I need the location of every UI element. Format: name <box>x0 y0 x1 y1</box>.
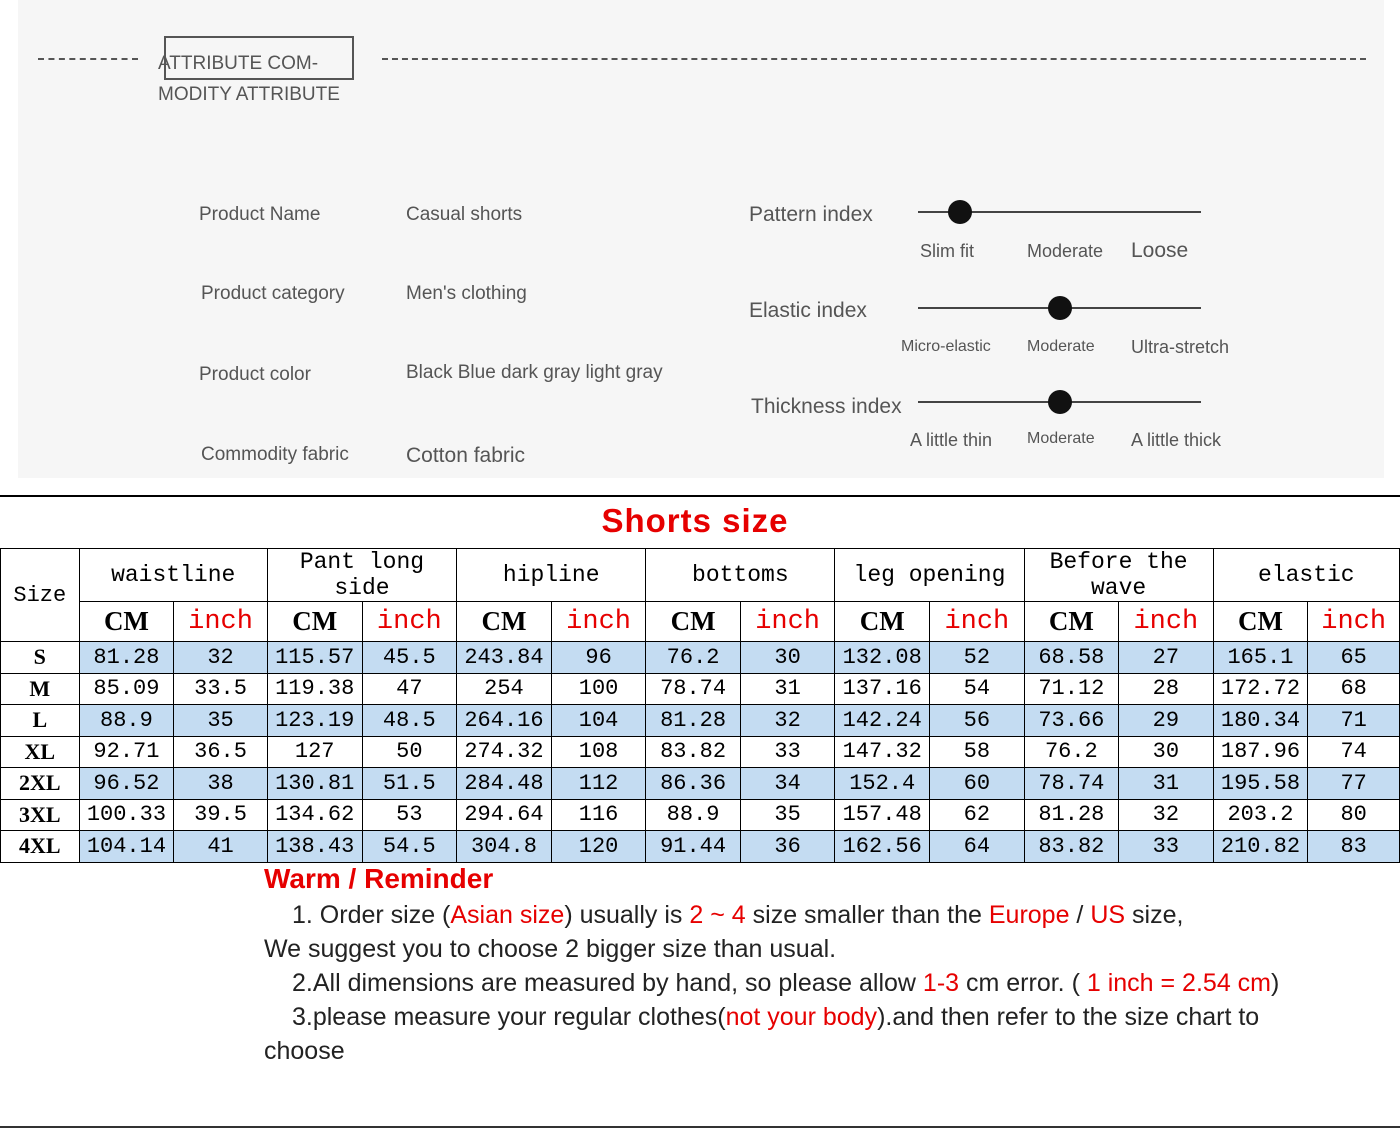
commodity-fabric-value: Cotton fabric <box>406 444 526 467</box>
unit-header-cm: CM <box>79 602 174 642</box>
size-cell: 3XL <box>1 799 80 831</box>
cm-value-cell: 71.12 <box>1024 673 1119 705</box>
inch-value-cell: 36 <box>740 831 835 863</box>
product-category-value: Men's clothing <box>406 283 527 304</box>
inch-value-cell: 71 <box>1308 705 1400 737</box>
inch-value-cell: 80 <box>1308 799 1400 831</box>
product-name-label: Product Name <box>199 204 321 225</box>
cm-value-cell: 243.84 <box>457 642 552 674</box>
table-row <box>1 736 1400 768</box>
cm-value-cell: 100.33 <box>79 799 174 831</box>
cm-value-cell: 210.82 <box>1213 831 1308 863</box>
product-color-value: Black Blue dark gray light gray <box>406 362 663 383</box>
cm-value-cell: 81.28 <box>79 642 174 674</box>
cm-value-cell: 132.08 <box>835 642 930 674</box>
unit-header-cm: CM <box>1213 602 1308 642</box>
inch-value-cell: 50 <box>362 736 457 768</box>
inch-value-cell: 35 <box>740 799 835 831</box>
cm-value-cell: 88.9 <box>646 799 741 831</box>
pattern-option-moderate: Moderate <box>1027 241 1104 261</box>
cm-value-cell: 264.16 <box>457 705 552 737</box>
unit-header-inch: inch <box>362 602 457 642</box>
cm-value-cell: 76.2 <box>1024 736 1119 768</box>
inch-value-cell: 45.5 <box>362 642 457 674</box>
inch-value-cell: 120 <box>551 831 646 863</box>
unit-header-cm: CM <box>835 602 930 642</box>
inch-value-cell: 28 <box>1119 673 1214 705</box>
thickness-index-knob <box>1048 390 1072 414</box>
inch-value-cell: 38 <box>174 768 268 800</box>
cm-value-cell: 86.36 <box>646 768 741 800</box>
size-cell: L <box>1 705 80 737</box>
cm-value-cell: 138.43 <box>267 831 362 863</box>
inch-value-cell: 64 <box>930 831 1025 863</box>
pattern-index-label: Pattern index <box>749 203 873 226</box>
inch-value-cell: 54 <box>930 673 1025 705</box>
cm-value-cell: 78.74 <box>646 673 741 705</box>
inch-value-cell: 30 <box>1119 736 1214 768</box>
cm-value-cell: 96.52 <box>79 768 174 800</box>
inch-value-cell: 41 <box>174 831 268 863</box>
inch-value-cell: 27 <box>1119 642 1214 674</box>
group-header-hipline: hipline <box>457 549 646 602</box>
cm-value-cell: 152.4 <box>835 768 930 800</box>
pattern-option-loose: Loose <box>1131 239 1189 262</box>
unit-header-cm: CM <box>646 602 741 642</box>
inch-value-cell: 83 <box>1308 831 1400 863</box>
cm-value-cell: 115.57 <box>267 642 362 674</box>
cm-value-cell: 304.8 <box>457 831 552 863</box>
reminder-line-3: 2.All dimensions are measured by hand, so please allow 1-3 cm error. ( 1 inch = 2.54 cm) <box>292 969 1280 997</box>
commodity-fabric-label: Commodity fabric <box>201 444 349 465</box>
inch-value-cell: 47 <box>362 673 457 705</box>
inch-value-cell: 56 <box>930 705 1025 737</box>
inch-value-cell: 31 <box>1119 768 1214 800</box>
pattern-option-slim: Slim fit <box>920 241 974 261</box>
reminder-line-2: We suggest you to choose 2 bigger size than usual. <box>264 935 837 963</box>
inch-value-cell: 54.5 <box>362 831 457 863</box>
group-header-leg-opening: leg opening <box>835 549 1024 602</box>
cm-value-cell: 123.19 <box>267 705 362 737</box>
product-color-label: Product color <box>199 364 311 385</box>
inch-value-cell: 65 <box>1308 642 1400 674</box>
cm-value-cell: 137.16 <box>835 673 930 705</box>
unit-header-cm: CM <box>1024 602 1119 642</box>
cm-value-cell: 195.58 <box>1213 768 1308 800</box>
thickness-option-thin: A little thin <box>910 430 993 450</box>
unit-header-inch: inch <box>930 602 1025 642</box>
inch-value-cell: 60 <box>930 768 1025 800</box>
cm-value-cell: 92.71 <box>79 736 174 768</box>
elastic-index-knob <box>1048 296 1072 320</box>
inch-value-cell: 36.5 <box>174 736 268 768</box>
bottom-rule <box>0 1126 1400 1128</box>
inch-value-cell: 68 <box>1308 673 1400 705</box>
table-top-rule <box>0 495 1400 497</box>
inch-value-cell: 53 <box>362 799 457 831</box>
cm-value-cell: 127 <box>267 736 362 768</box>
cm-value-cell: 147.32 <box>835 736 930 768</box>
dashed-divider-left <box>38 58 138 60</box>
cm-value-cell: 157.48 <box>835 799 930 831</box>
inch-value-cell: 32 <box>1119 799 1214 831</box>
inch-value-cell: 30 <box>740 642 835 674</box>
unit-header-inch: inch <box>551 602 646 642</box>
product-name-value: Casual shorts <box>406 204 523 225</box>
cm-value-cell: 88.9 <box>79 705 174 737</box>
size-cell: 4XL <box>1 831 80 863</box>
table-row <box>1 831 1400 863</box>
inch-value-cell: 52 <box>930 642 1025 674</box>
group-header-before-the-wave: Before the wave <box>1024 549 1213 602</box>
group-header-waistline: waistline <box>79 549 267 602</box>
cm-value-cell: 81.28 <box>646 705 741 737</box>
size-cell: S <box>1 642 80 674</box>
inch-value-cell: 74 <box>1308 736 1400 768</box>
reminder-title: Warm / Reminder <box>264 863 494 894</box>
reminder-line-4: 3.please measure your regular clothes(not your body).and then refer to the size chart to choose <box>264 1003 1260 1065</box>
inch-value-cell: 33.5 <box>174 673 268 705</box>
cm-value-cell: 81.28 <box>1024 799 1119 831</box>
cm-value-cell: 83.82 <box>1024 831 1119 863</box>
inch-value-cell: 32 <box>740 705 835 737</box>
thickness-option-thick: A little thick <box>1131 430 1222 450</box>
cm-value-cell: 162.56 <box>835 831 930 863</box>
inch-value-cell: 96 <box>551 642 646 674</box>
unit-header-cm: CM <box>267 602 362 642</box>
inch-value-cell: 39.5 <box>174 799 268 831</box>
size-column-header: Size <box>1 549 80 642</box>
thickness-index-label: Thickness index <box>751 395 902 418</box>
cm-value-cell: 203.2 <box>1213 799 1308 831</box>
cm-value-cell: 85.09 <box>79 673 174 705</box>
cm-value-cell: 130.81 <box>267 768 362 800</box>
cm-value-cell: 274.32 <box>457 736 552 768</box>
inch-value-cell: 35 <box>174 705 268 737</box>
size-cell: M <box>1 673 80 705</box>
group-header-elastic: elastic <box>1213 549 1399 602</box>
thickness-option-moderate: Moderate <box>1027 430 1095 447</box>
inch-value-cell: 62 <box>930 799 1025 831</box>
inch-value-cell: 116 <box>551 799 646 831</box>
cm-value-cell: 91.44 <box>646 831 741 863</box>
inch-value-cell: 77 <box>1308 768 1400 800</box>
cm-value-cell: 180.34 <box>1213 705 1308 737</box>
table-row <box>1 768 1400 800</box>
inch-value-cell: 29 <box>1119 705 1214 737</box>
inch-value-cell: 112 <box>551 768 646 800</box>
size-cell: 2XL <box>1 768 80 800</box>
inch-value-cell: 48.5 <box>362 705 457 737</box>
attribute-title: ATTRIBUTE COM-MODITY ATTRIBUTE <box>158 53 340 105</box>
inch-value-cell: 34 <box>740 768 835 800</box>
inch-value-cell: 108 <box>551 736 646 768</box>
cm-value-cell: 142.24 <box>835 705 930 737</box>
size-table <box>0 548 1400 863</box>
inch-value-cell: 58 <box>930 736 1025 768</box>
cm-value-cell: 78.74 <box>1024 768 1119 800</box>
elastic-option-micro: Micro-elastic <box>901 338 991 355</box>
cm-value-cell: 294.64 <box>457 799 552 831</box>
table-row <box>1 705 1400 737</box>
unit-header-inch: inch <box>740 602 835 642</box>
unit-header-inch: inch <box>174 602 268 642</box>
cm-value-cell: 134.62 <box>267 799 362 831</box>
cm-value-cell: 83.82 <box>646 736 741 768</box>
table-row <box>1 799 1400 831</box>
elastic-index-label: Elastic index <box>749 299 867 322</box>
cm-value-cell: 172.72 <box>1213 673 1308 705</box>
cm-value-cell: 76.2 <box>646 642 741 674</box>
unit-header-inch: inch <box>1119 602 1214 642</box>
reminder-line-1: 1. Order size (Asian size) usually is 2 ~ 4 size smaller than the Europe / US size, <box>292 901 1184 929</box>
inch-value-cell: 32 <box>174 642 268 674</box>
group-header-bottoms: bottoms <box>646 549 835 602</box>
table-row <box>1 642 1400 674</box>
cm-value-cell: 119.38 <box>267 673 362 705</box>
unit-header-cm: CM <box>457 602 552 642</box>
cm-value-cell: 187.96 <box>1213 736 1308 768</box>
inch-value-cell: 33 <box>1119 831 1214 863</box>
elastic-option-ultra: Ultra-stretch <box>1131 337 1230 357</box>
size-table-title: Shorts size <box>601 502 789 539</box>
cm-value-cell: 104.14 <box>79 831 174 863</box>
size-cell: XL <box>1 736 80 768</box>
elastic-option-moderate: Moderate <box>1027 338 1095 355</box>
inch-value-cell: 51.5 <box>362 768 457 800</box>
dashed-divider-right <box>382 58 1366 60</box>
inch-value-cell: 33 <box>740 736 835 768</box>
inch-value-cell: 104 <box>551 705 646 737</box>
product-category-label: Product category <box>201 283 345 304</box>
cm-value-cell: 284.48 <box>457 768 552 800</box>
inch-value-cell: 31 <box>740 673 835 705</box>
unit-header-inch: inch <box>1308 602 1400 642</box>
group-header-pant-long-side: Pant long side <box>267 549 456 602</box>
cm-value-cell: 68.58 <box>1024 642 1119 674</box>
inch-value-cell: 100 <box>551 673 646 705</box>
reminder-section <box>264 862 1294 1068</box>
cm-value-cell: 73.66 <box>1024 705 1119 737</box>
table-row <box>1 673 1400 705</box>
cm-value-cell: 254 <box>457 673 552 705</box>
cm-value-cell: 165.1 <box>1213 642 1308 674</box>
